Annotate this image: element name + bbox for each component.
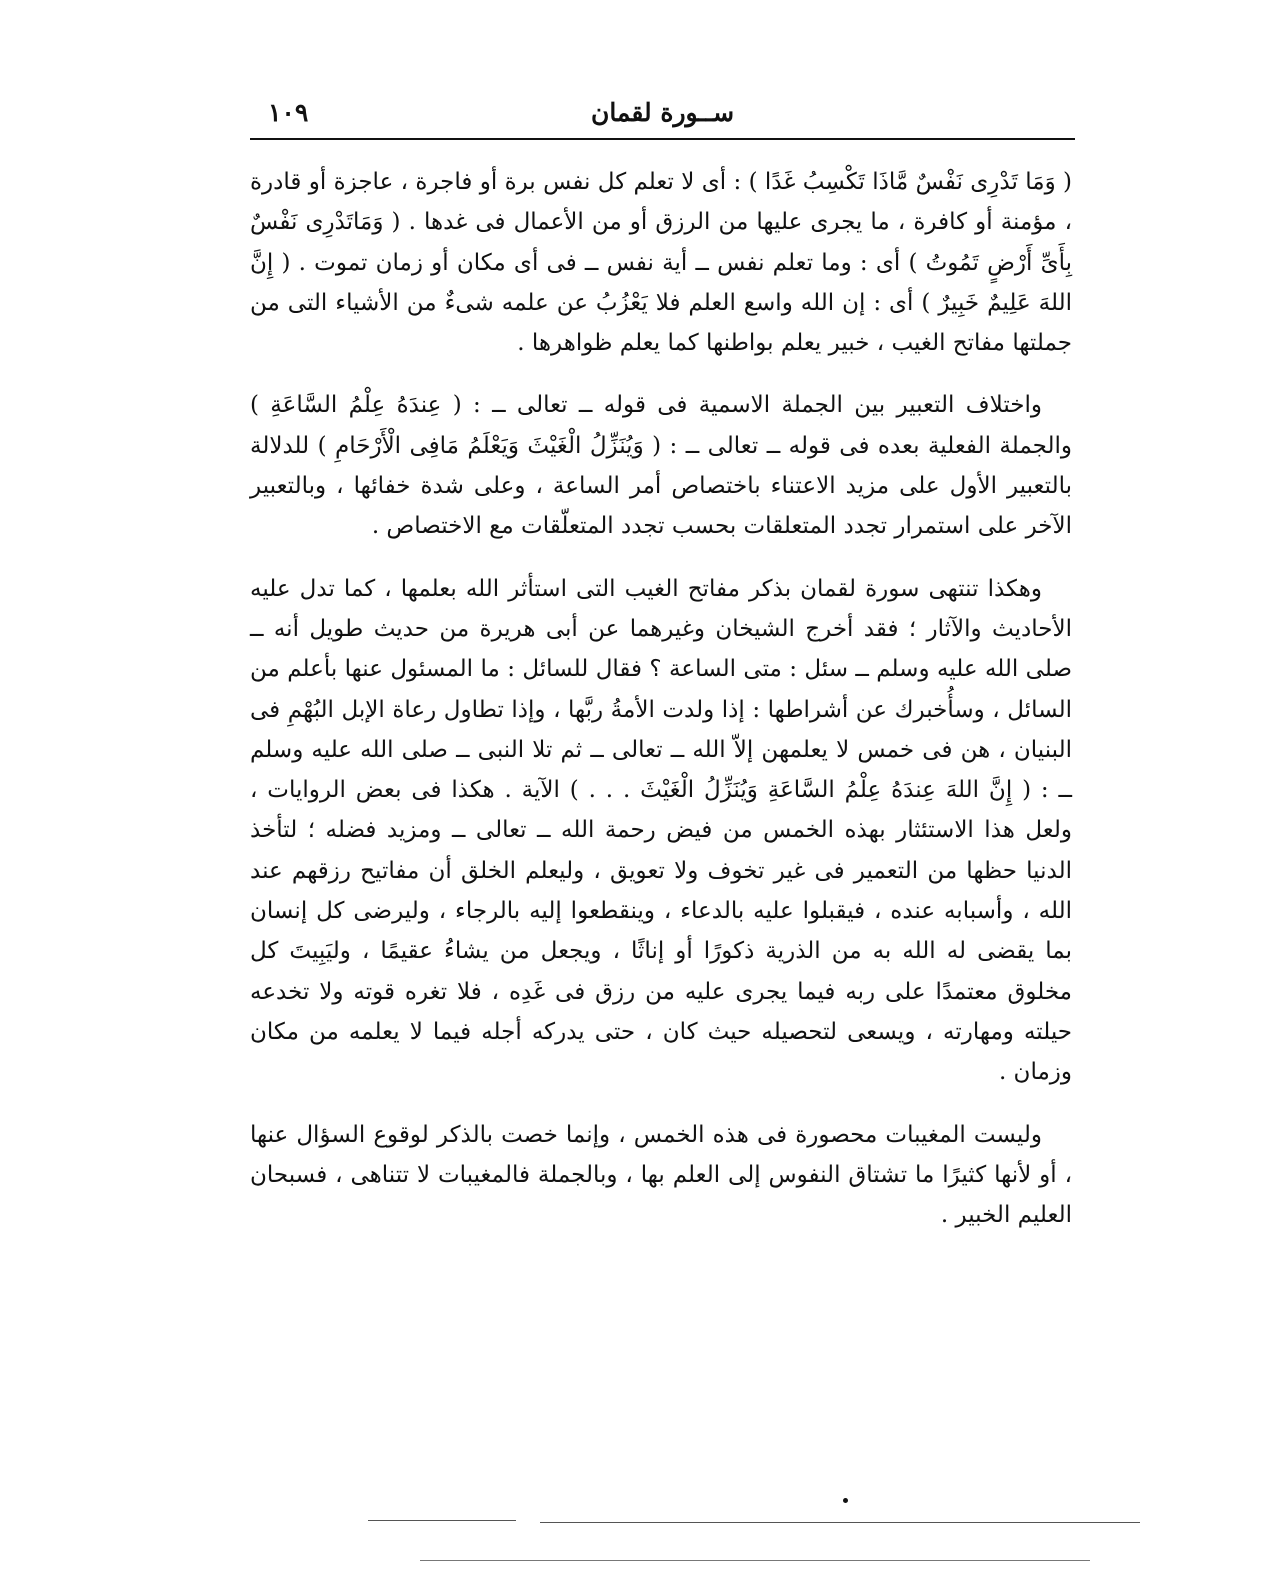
paragraph-1: ( وَمَا تَدْرِى نَفْسٌ مَّاذَا تَكْسِبُ غَدًا ) : أى لا تعلم كل نفس برة أو فاجرة ، عاجزة أو قادرة ، مؤمنة أو كافرة ، ما يجرى عليها من الرزق أو من الأعمال فى غدها . ( وَمَاتَدْرِى نَفْسٌ بِأَىِّ أَرْضٍ تَمُوتُ ) أى : وما تعلم نفس ــ أية نفس ــ فى أى مكان أو زمان تموت . ( إِنَّ اللهَ عَلِيمٌ خَبِيرٌ ) أى : إن الله واسع العلم فلا يَعْزُبُ عن علمه شىءٌ من الأشياء التى من جملتها مفاتح الغيب ، خبير يعلم بواطنها كما يعلم ظواهرها .: [250, 169, 1072, 357]
paragraph-4: وليست المغيبات محصورة فى هذه الخمس ، وإنما خصت بالذكر لوقوع السؤال عنها ، أو لأنها كثيرًا ما تشتاق النفوس إلى العلم بها ، وبالجملة فالمغيبات لا تتناهى ، فسبحان العليم الخبير .: [250, 1121, 1072, 1229]
paragraph-2: واختلاف التعبير بين الجملة الاسمية فى قوله ــ تعالى ــ : ( عِندَهُ عِلْمُ السَّاعَةِ ) والجملة الفعلية بعده فى قوله ــ تعالى ــ : ( وَيُنَزِّلُ الْغَيْثَ وَيَعْلَمُ مَافِى الْأَرْحَامِ ) للدلالة بالتعبير الأول على مزيد الاعتناء باختصاص أمر الساعة ، وعلى شدة خفائها ، وبالتعبير الآخر على استمرار تجدد المتعلقات بحسب تجدد المتعلّقات مع الاختصاص .: [250, 392, 1072, 540]
footer-rule-bottom: [420, 1560, 1090, 1561]
page-body: [250, 162, 1072, 1235]
footer-rule-right: [540, 1522, 1140, 1523]
page-number: ١٠٩: [268, 98, 309, 127]
running-header: [250, 98, 1075, 138]
paragraph-3: وهكذا تنتهى سورة لقمان بذكر مفاتح الغيب التى استأثر الله بعلمها ، كما تدل عليه الأحاديث والآثار ؛ فقد أخرج الشيخان وغيرهما عن أبى هريرة من حديث طويل أنه ــ صلى الله عليه وسلم ــ سئل : متى الساعة ؟ فقال للسائل : ما المسئول عنها بأعلم من السائل ، وسأُخبرك عن أشراطها : إذا ولدت الأمةُ ربَّها ، وإذا تطاول رعاة الإبل البُهْمِ فى البنيان ، هن فى خمس لا يعلمهن إلاّ الله ــ تعالى ــ ثم تلا النبى ــ صلى الله عليه وسلم ــ : ( إِنَّ اللهَ عِندَهُ عِلْمُ السَّاعَةِ وَيُنَزِّلُ الْغَيْثَ . . . ) الآية . هكذا فى بعض الروايات ، ولعل هذا الاستئثار بهذه الخمس من فيض رحمة الله ــ تعالى ــ ومزيد فضله ؛ لتأخذ الدنيا حظها من التعمير فى غير تخوف ولا تعويق ، وليعلم الخلق أن مفاتيح رزقهم عند الله ، وأسبابه عنده ، فيقبلوا عليه بالدعاء ، وينقطعوا إليه بالرجاء ، وليرضى كل إنسان بما يقضى له الله به من الذرية ذكورًا أو إناثًا ، ويجعل من يشاءُ عقيمًا ، وليَبِيتَ كل مخلوق معتمدًا على ربه فيما يجرى عليه من رزق فى غَدِه ، فلا تغره قوته ولا تخدعه حيلته ومهارته ، ويسعى لتحصيله حيث كان ، حتى يدركه أجله فيما لا يعلمه من مكان وزمان .: [250, 575, 1072, 1086]
header-rule: [250, 138, 1075, 140]
footer-dot: [843, 1498, 848, 1503]
surah-title: ســورة لقمان: [590, 98, 735, 127]
footer-rule-left: [368, 1520, 516, 1521]
